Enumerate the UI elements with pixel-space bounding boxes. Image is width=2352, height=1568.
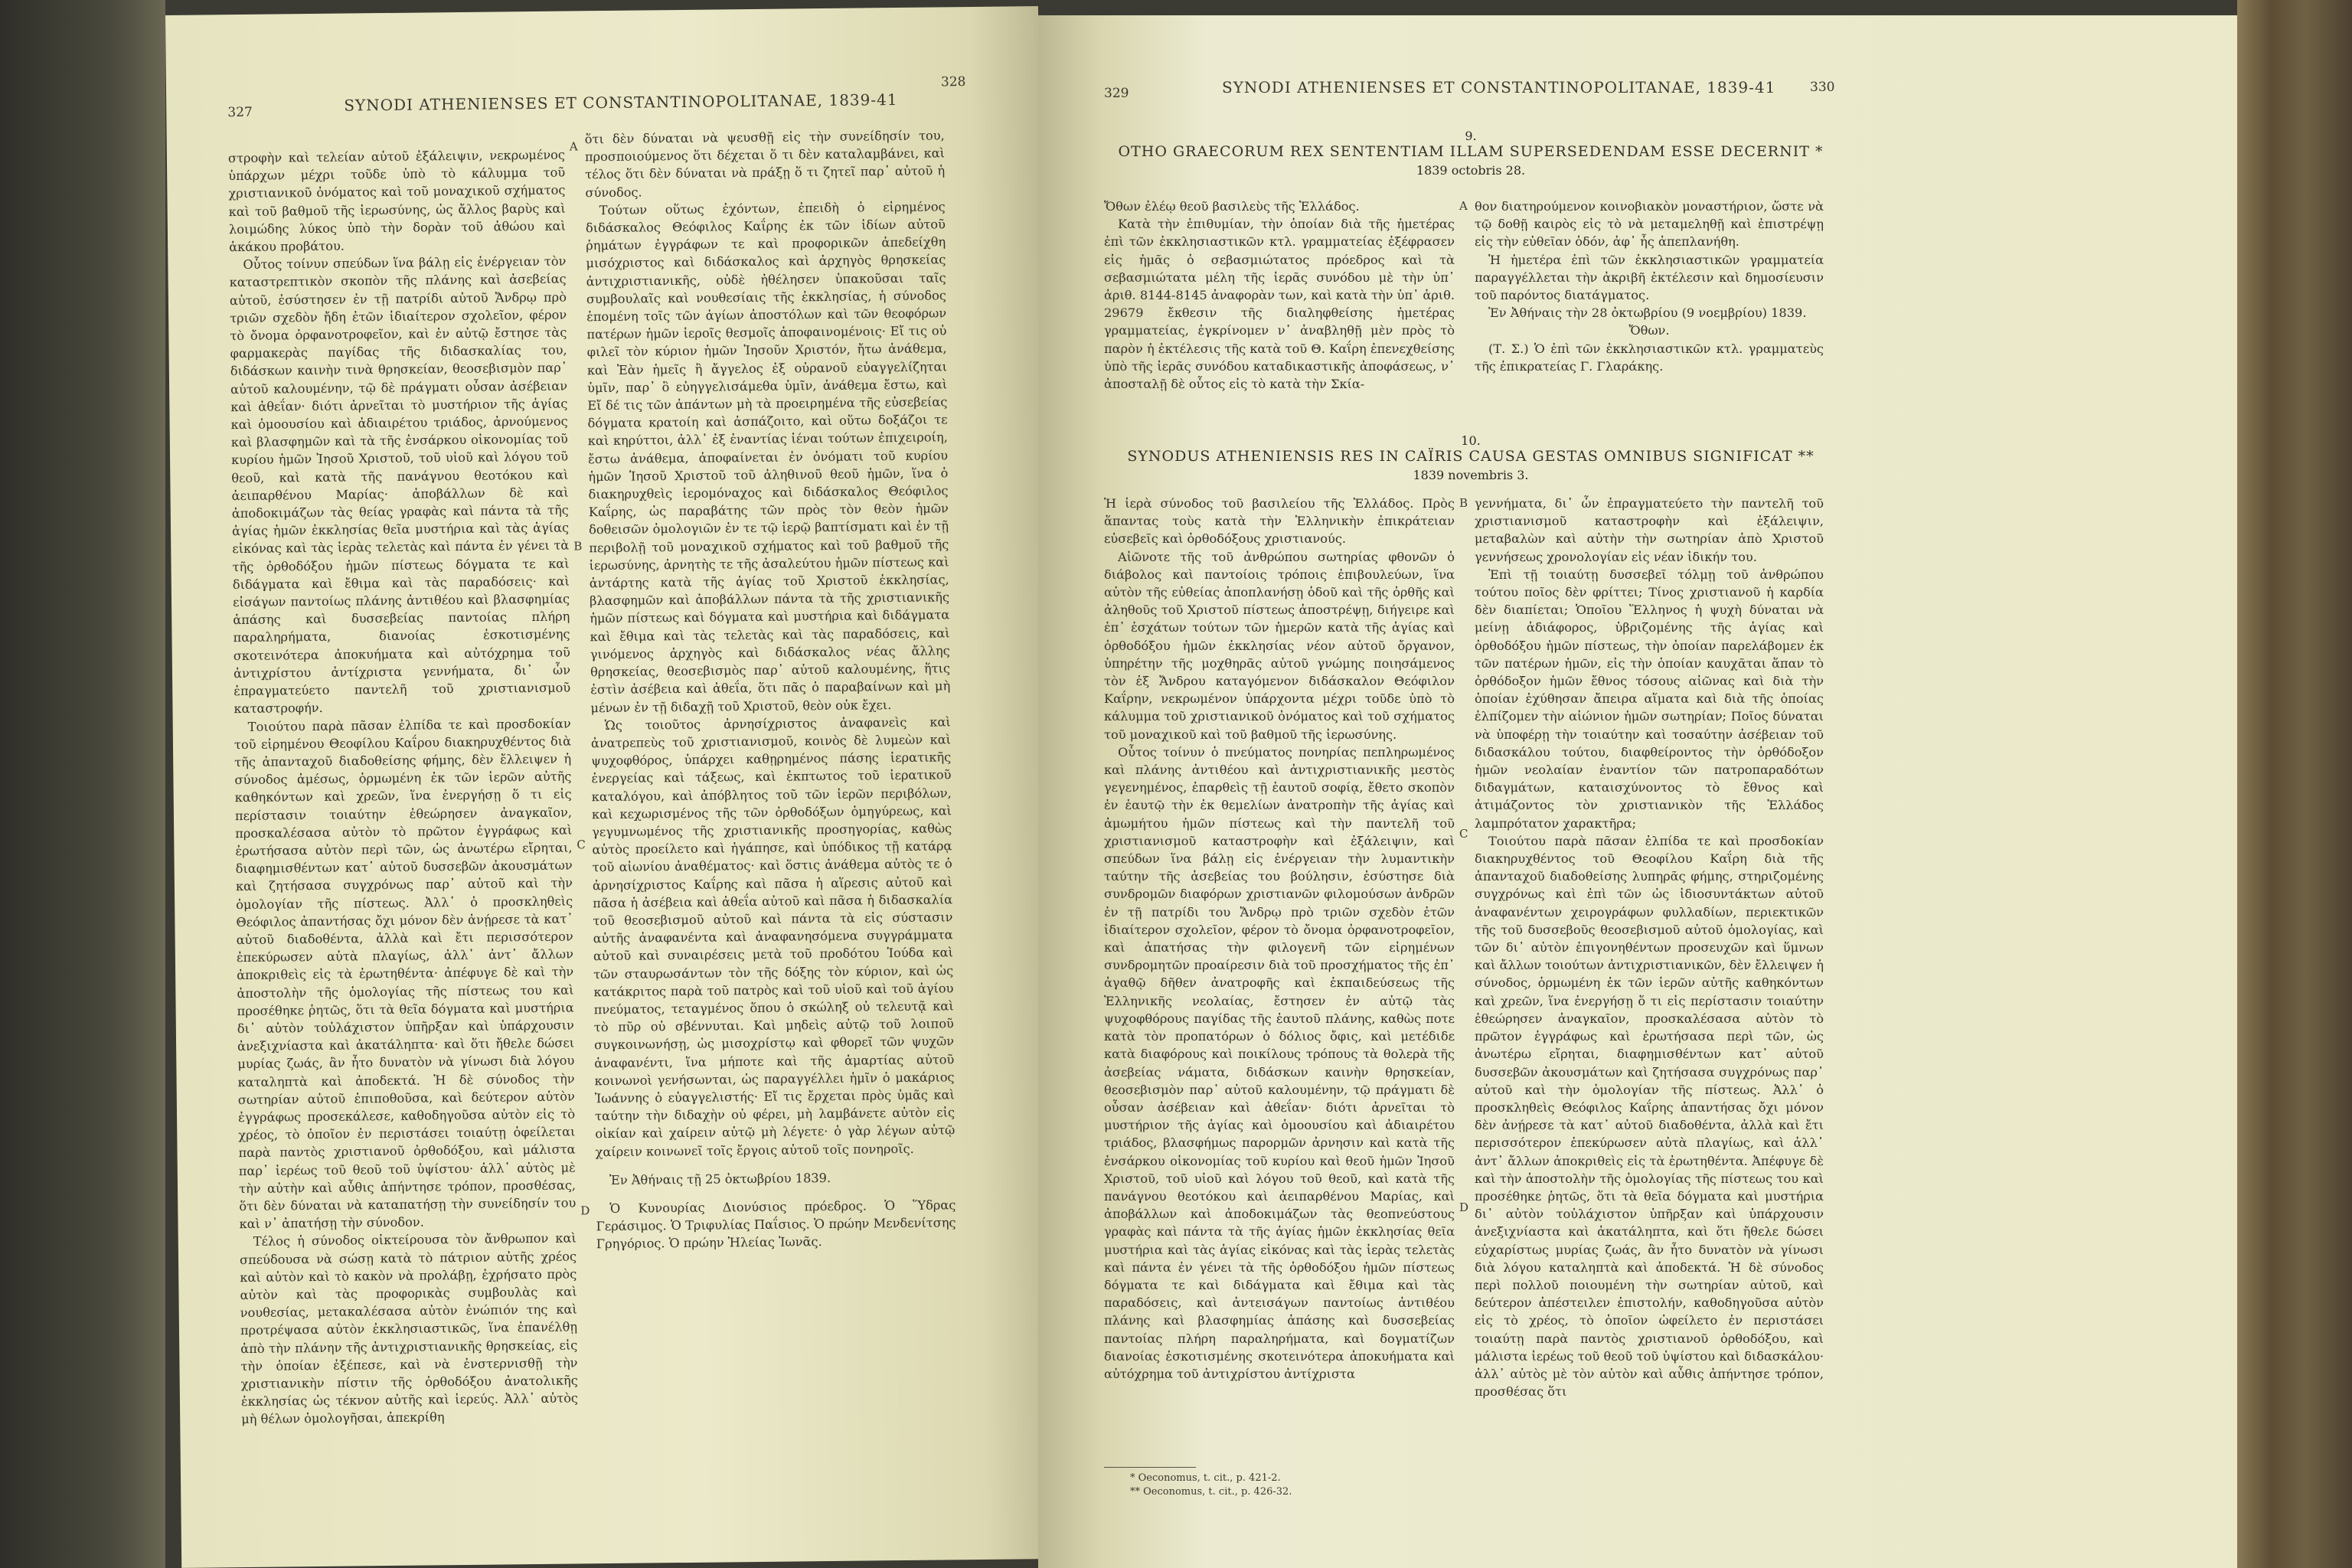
header-page-number: 329 xyxy=(1104,86,1129,101)
doc9-column-1 xyxy=(1104,198,1455,393)
running-header: SYNODI ATHENIENSES ET CONSTANTINOPOLITANAE, 1839-41 xyxy=(1222,78,1776,96)
paragraph: Ἡ ἡμετέρα ἐπὶ τῶν ἐκκλησιαστικῶν γραμματεία παραγγέλλεται τὴν ἀκριβῆ ἐκτέλεσιν καὶ δημοσίευσιν τοῦ παρόντος διατάγματος. xyxy=(1475,252,1824,303)
paragraph: Ὄθων ἐλέῳ θεοῦ βασιλεὺς τῆς Ἑλλάδος. xyxy=(1104,199,1360,214)
paragraph: Τοιούτου παρὰ πᾶσαν ἐλπίδα τε καὶ προσδοκίαν τοῦ εἰρημένου Θεοφίλου Καΐρου διακηρυχθέντος διὰ τῆς ἁπανταχοῦ διαδοθείσης φήμης, δὲν ἔλλειψεν ἡ σύνοδος ἀμέσως, ὁρμωμένη ἐκ τῶν ἱερῶν αὐτῆς καθηκόντων καὶ χρεῶν, ἵνα ἐνεργήσῃ ὅ τι εἰς περίστασιν τοιαύτην ἐθεώρησεν ἀναγκαῖον, προσκαλέσασα αὐτὸν τὸ πρῶτον ἐγγράφως καὶ ἐρωτήσασα αὐτὸν περὶ τῶν, ὡς ἀνωτέρω εἴρηται, διαφημισθέντων κατ᾽ αὐτοῦ δυσσεβῶν ἀκουσμάτων καὶ ζητήσασα συγχρόνως παρ᾽ αὐτοῦ καὶ τὴν ὁμολογίαν τῆς πίστεως. Ἀλλ᾽ ὁ προσκληθεὶς Θεόφιλος ἀπαντήσας ὄχι μόνον δὲν ἀνῄρεσε τὰ κατ᾽ αὐτοῦ διαδοθέντα, ἀλλὰ καὶ ἔτι περισσότερον ἐπεκύρωσεν αὐτὰ πλαγίως, ἀλλ᾽ ἀντ᾽ ἄλλων ἀποκριθεὶς εἰς τὰ ἐρωτηθέντα· ἀπέφυγε δὲ καὶ τὴν ἀποστολὴν τῆς ὁμολογίας τῆς πίστεως του καὶ προσέθηκε ῥητῶς, ὅτι τὰ θεῖα δόγματα καὶ μυστήρια δι᾽ αὐτὸν τοὐλάχιστον ὑπῆρξαν καὶ ὑπάρχουσιν ἀνεξιχνίαστα καὶ ἀκατάληπτα· καὶ ὅτι ἤθελε δώσει μυρίας ζωάς, ἂν ἦτο δυνατὸν νὰ γίνωσι διὰ λόγου καταληπτὰ καὶ ἀποδεκτά. Ἡ δὲ σύνοδος τὴν σωτηρίαν αὐτοῦ ἐπιποθοῦσα, καὶ δεύτερον αὐτὸν ἐγγράφως προσεκάλεσε, καθοδηγοῦσα αὐτὸν εἰς τὸ χρέος, τὸ ὁποῖον ἐν περιστάσει τοιαύτῃ ὀφείλεται παρὰ παντὸς χριστιανοῦ ὀρθοδόξου, καὶ μάλιστα παρ᾽ ἱερέως τοῦ θεοῦ τοῦ ὑψίστου· ἀλλ᾽ αὐτὸς μὲ τὴν αὐτὴν καὶ αὖθις ἀπήντησε τρόπον, προσθέσας, ὅτι δὲν δύναται νὰ καταπατήσῃ τὴν συνείδησίν του καὶ ν᾽ ἀπατήσῃ τὴν σύνοδον. xyxy=(234,716,577,1232)
paragraph: Τέλος ἡ σύνοδος οἰκτείρουσα τὸν ἄνθρωπον καὶ σπεύδουσα νὰ σώσῃ κατὰ τὸ πάτριον αὐτῆς χρέος καὶ αὐτὸν καὶ τὸ κακὸν νὰ προλάβῃ, ἐχρήσατο πρὸς αὐτὸν καὶ τὰς προφορικὰς συμβουλὰς καὶ νουθεσίας, μετακαλέσασα αὐτὸν ἐνώπιόν της καὶ προτρέψασα αὐτὸν ἐκκλησιαστικῶς, ἵνα ἐπανέλθῃ ἀπὸ τὴν πλάνην τῆς ἀντιχριστιανικῆς θρησκείας, εἰς τὴν ὁποίαν ἐξέπεσε, καὶ νὰ ἐνστερνισθῇ τὴν χριστιανικὴν πίστιν τῆς ὀρθοδόξου ἀνατολικῆς ἐκκλησίας ὡς τέκνον αὐτῆς καὶ ἱερεύς. Ἀλλ᾽ αὐτὸς μὴ θέλων ὁμολογῆσαι, ἀπεκρίθη xyxy=(239,1230,579,1427)
paragraph: θον διατηρούμενον κοινοβιακὸν μοναστήριον, ὥστε νὰ τῷ δοθῇ καιρὸς εἰς τὸ νὰ μεταμεληθῇ καὶ ἐπιστρέψῃ εἰς τὴν εὐθεῖαν ὁδόν, ἀφ᾽ ἧς ἀπεπλανήθη. xyxy=(1475,199,1824,250)
margin-letter: A xyxy=(569,139,578,154)
date-line: Ἐν Ἀθήναις τῇ 25 ὀκτωβρίου 1839. xyxy=(609,1170,831,1187)
document-10-heading xyxy=(1107,433,1834,482)
paragraph: Τοιούτου παρὰ πᾶσαν ἐλπίδα τε καὶ προσδοκίαν διακηρυχθέντος τοῦ Θεοφίλου Καΐρη διὰ τῆς ἁπανταχοῦ διαδοθείσης λυπηρᾶς φήμης, στηριζομένης συγχρόνως καὶ ἐπὶ τῶν ὡς ἰδιοσυντάκτων αὐτοῦ ἀναφανέντων χειρογράφων φυλλαδίων, περιεκτικῶν τῆς τοῦ δυσσεβοῦς θεοσεβισμοῦ αὐτοῦ ὁμολογίας, καὶ τῶν δι᾽ αὐτὸν ἐπιγονηθέντων προσευχῶν καὶ ὕμνων καὶ ἄλλων τοιούτων ἀντιχριστιανικῶν, δὲν ἔλλειψεν ἡ σύνοδος, ὁρμωμένη ἐκ τῶν ἱερῶν αὐτῆς καθηκόντων καὶ χρεῶν, ἵνα ἐνεργήσῃ ὅ τι εἰς περίστασιν τοιαύτην ἐθεώρησεν ἀναγκαῖον, προσκαλέσασα αὐτὸν τὸ πρῶτον ἐγγράφως καὶ ἐρωτήσασα περὶ τῶν, ὡς ἀνωτέρω εἴρηται, διαφημισθέντων κατ᾽ αὐτοῦ δυσσεβῶν ἀκουσμάτων καὶ ζητήσασα συγχρόνως παρ᾽ αὐτοῦ καὶ τὴν ὁμολογίαν τῆς πίστεως. Ἀλλ᾽ ὁ προσκληθεὶς Θεόφιλος Καΐρης ἀπαντήσας ὄχι μόνον δὲν ἀνῄρεσε τὰ κατ᾽ αὐτοῦ διαδοθέντα, ἀλλὰ καὶ ἔτι περισσότερον ἐπεκύρωσεν αὐτὰ πλαγίως, καὶ ἀλλ᾽ ἀντ᾽ ἄλλων ἀποκριθεὶς εἰς τὰ ἐρωτηθέντα. Ἀπέφυγε δὲ καὶ τὴν ἀποστολὴν τῆς ὁμολογίας τῆς πίστεως του καὶ προσέθηκε ῥητῶς, ὅτι τὰ θεῖα δόγματα καὶ μυστήρια δι᾽ αὐτὸν τοὐλάχιστον ὑπῆρξαν καὶ ὑπάρχουσιν ἀνεξιχνίαστα καὶ ἀκατάληπτα, καὶ ὅτι ἤθελε δώσει εὐχαρίστως μυρίας ζωάς, ἂν ἦτο δυνατὸν νὰ γίνωσι διὰ λόγου καταληπτὰ καὶ ἀποδεκτά. Ἡ δὲ σύνοδος περὶ πολλοῦ ποιουμένη τὴν σωτηρίαν αὐτοῦ, καὶ δεύτερον ἀπέστειλεν ἐπιστολήν, καθοδηγοῦσα αὐτὸν εἰς τὸ χρέος, τὸ ὁποῖον ὠφείλετο ἐν περιστάσει τοιαύτῃ παρὰ παντὸς χριστιανοῦ ὀρθοδόξου, καὶ μάλιστα ἱερέως τοῦ θεοῦ τοῦ ὑψίστου καὶ διδασκάλου· ἀλλ᾽ αὐτὸς μὲ τὸν αὐτὸν καὶ αὖθις ἀπήντησε τρόπον, προσθέσας ὅτι xyxy=(1475,833,1824,1400)
document-title: SYNODUS ATHENIENSIS RES IN CAÏRIS CAUSA GESTAS OMNIBUS SIGNIFICAT ** xyxy=(1127,448,1815,465)
paragraph: ὅτι δὲν δύναται νὰ ψευσθῇ εἰς τὴν συνείδησίν του, προσποιούμενος ὅτι δέχεται ὅ τι δὲν καταλαμβάνει, καὶ τέλος ὅτι δὲν δύναται νὰ πράξῃ ὅ τι ζητεῖ παρ᾽ αὐτοῦ ἡ σύνοδος. xyxy=(584,128,946,200)
doc9-column-2 xyxy=(1475,198,1824,375)
doc10-column-2 xyxy=(1475,495,1824,1400)
left-page xyxy=(165,6,1054,1568)
right-book-edge xyxy=(2237,0,2352,1568)
document-date: 1839 octobris 28. xyxy=(1416,163,1526,178)
header-page-number: 328 xyxy=(940,74,966,90)
date-line: Ἐν Ἀθήναις τὴν 28 ὀκτωβρίου (9 νοεμβρίου) 1839. xyxy=(1488,305,1807,321)
footnotes xyxy=(1130,1472,1292,1499)
footnote-rule xyxy=(1104,1467,1196,1468)
page-number: 330 xyxy=(1810,80,1835,95)
paragraph: Οὗτος τοίνυν ὁ πνεύματος πονηρίας πεπληρωμένος καὶ πλάνης ἀντιθέου καὶ ἀντιχριστιανικῆς μεστὸς γεγενημένος, ἐπαρθεὶς τῇ ἑαυτοῦ σοφίᾳ, ἔθετο σκοπὸν ἐν ἑαυτῷ τὴν ἐκ θεμελίων ἀνατροπὴν τῆς ἁγίας καὶ ἀμωμήτου ἡμῶν πίστεως καὶ τὴν παντελῆ τοῦ χριστιανισμοῦ καταστροφὴν καὶ ἐξάλειψιν, καὶ σπεύδων ἵνα βάλῃ εἰς ἐνέργειαν τὴν λυμαντικὴν ταύτην τῆς ἀσεβείας του βούλησιν, ἐσύστησε διὰ συνδρομῶν διαφόρων χριστιανῶν φιλομούσων ἀνδρῶν ἐν τῇ πατρίδι του Ἄνδρῳ πρὸ τριῶν σχεδὸν ἐτῶν ἰδιαίτερον σχολεῖον, φέρον τὸ ὄνομα ὀρφανοτροφεῖον, καὶ ἀπατήσας τὴν φιλογενῆ τῶν εἰρημένων συνδρομητῶν προαίρεσιν διὰ τοῦ προσχήματος τῆς ἐπ᾽ ἀγαθῷ δῆθεν ἀνατροφῆς καὶ ἐκπαιδεύσεως τῆς Ἑλληνικῆς νεολαίας, ἔστησεν ἐν αὐτῷ τὰς ψυχοφθόρους παγίδας τῆς ἑαυτοῦ πλάνης, καθὼς ποτε κατὰ τὸν προπατόρων ὁ δόλιος ὄφις, καὶ μετέδιδε κατὰ διαφόρους καὶ ποικίλους τρόπους τὰ θολερὰ τῆς ἀσεβείας νάματα, διδάσκων καινὴν θρησκείαν, θεοσεβισμὸν παρ᾽ αὐτοῦ καλουμένην, τῷ πράγματι δὲ οὖσαν ἀσέβειαν καὶ ἀθεΐαν· διότι ἀρνεῖται τὸ μυστήριον τῆς ἁγίας καὶ ὁμοουσίου καὶ ἀδιαιρέτου τριάδος, βλασφήμως παρορμῶν ἀρνησιν καὶ κατὰ τῆς ἐνσάρκου οἰκονομίας τοῦ κυρίου καὶ θεοῦ ἡμῶν Ἰησοῦ Χριστοῦ, τοῦ υἱοῦ καὶ λόγου τοῦ θεοῦ, καὶ κατὰ τῆς πανάγνου θεοτόκου καὶ ἀειπαρθένου Μαρίας, καὶ ἀποβάλλων καὶ ἀποδοκιμάζων τὰς θεοπνεύστους γραφὰς καὶ πάντα τὰ τῆς ἁγίας ἡμῶν ἐκκλησίας θεῖα μυστήρια καὶ τὰς ἁγίας εἰκόνας καὶ τὰς ἱερὰς τελετὰς καὶ πάντα ἐν γένει τὰ τῆς ὀρθοδόξου ἡμῶν πίστεως δόγματα τε καὶ διδάγματα καὶ ἔθιμα καὶ τὰς παραδόσεις, καὶ ἀντεισάγων παντοίως ἀντιθέου πλάνης καὶ βλασφημίας ἁπάσης καὶ δυσσεβείας παντοίας πλήρη παραληρήματα, καὶ δογματίζων διανοίας ἐσκοτισμένης σκοτεινότερα ἀποκυήματα καὶ αὐτόχρημα τοῦ ἀντιχρίστου ἀντίχριστα xyxy=(1104,744,1455,1381)
margin-letter: D xyxy=(580,1204,590,1218)
paragraph: Ἡ ἱερὰ σύνοδος τοῦ βασιλείου τῆς Ἑλλάδος. Πρὸς ἅπαντας τοὺς κατὰ τὴν Ἑλληνικὴν ἐπικράτειαν εὐσεβεῖς καὶ ὀρθοδόξους χριστιανούς. xyxy=(1104,496,1455,547)
document-date: 1839 novembris 3. xyxy=(1413,468,1529,482)
document-number: 9. xyxy=(1465,129,1477,143)
doc10-column-1 xyxy=(1104,495,1455,1383)
margin-letter: A xyxy=(1459,199,1468,213)
paragraph: Κατὰ τὴν ἐπιθυμίαν, τὴν ὁποίαν διὰ τῆς ἡμετέρας ἐπὶ τῶν ἐκκλησιαστικῶν κτλ. γραμματείας ἐξέφρασεν εἰς ἡμᾶς ὁ σεβασμιώτατος πρόεδρος καὶ τὰ σεβασμιώτατα μέλη τῆς ἱερᾶς συνόδου μὲ τὴν ὑπ᾽ ἀριθ. 8144-8145 ἀναφορὰν των, καὶ κατὰ τὴν ὑπ᾽ ἀριθ. 29679 ἔκθεσιν τῆς διαληφθείσης ἡμετέρας γραμματείας, ἐγκρίνομεν ν᾽ ἀναβληθῇ μὲν πρὸς τὸ παρὸν ἡ ἐκτέλεσις τῆς κατὰ τοῦ Θ. Καΐρη ἐπενεχθείσης ὑπὸ τῆς ἱερᾶς συνόδου καταδικαστικῆς ἀποφάσεως, ν᾽ ἀποσταλῇ δὲ οὗτος εἰς τὸ κατὰ τὴν Σκία- xyxy=(1104,217,1455,392)
footnote: * Oeconomus, t. cit., p. 421-2. xyxy=(1130,1472,1281,1484)
footnote: ** Oeconomus, t. cit., p. 426-32. xyxy=(1130,1486,1292,1498)
left-column-1 xyxy=(228,146,578,1429)
signature: Ὄθων. xyxy=(1628,323,1670,338)
paragraph: γεννήματα, δι᾽ ὧν ἐπραγματεύετο τὴν παντελῆ τοῦ χριστιανισμοῦ καταστροφὴν καὶ ἐξάλειψιν, μεταβαλὼν καὶ αὐτὴν τὴν σωτηρίαν ἀπὸ Χριστοῦ γεννήσεως χρονολογίαν εἰς νέαν ἰδικήν του. xyxy=(1475,496,1824,564)
paragraph: Αἰῶνοτε τῆς τοῦ ἀνθρώπου σωτηρίας φθονῶν ὁ διάβολος καὶ παντοίοις τρόποις ἐπιβουλεύων, ἵνα αὐτὸν τῆς εὐθείας ἀποπλανήσῃ ὁδοῦ καὶ τῆς ὀρθῆς καὶ ἀληθοῦς τοῦ Χριστοῦ πίστεως ἀποστρέψῃ, διήγειρε καὶ ἐπ᾽ ἐσχάτων τούτων τῶν ἡμερῶν κατὰ τῆς ἁγίας καὶ ὀρθοδόξου ἡμῶν ἐκκλησίας νέον αὐτοῦ ὄργανον, ὑπηρέτην τῆς μοχθηρᾶς αὐτοῦ γνώμης ποιησάμενος τὸν ἐξ Ἄνδρου καταγόμενον διδάσκαλον Θεόφιλον Καΐρην, νεκρωμένον ὑπάρχοντα μέχρι τοῦδε ὑπὸ τὸ κάλυμμα τοῦ χριστιανικοῦ ὀνόματος καὶ τοῦ σχήματος τοῦ μοναχικοῦ καὶ τοῦ βαθμοῦ τῆς ἱερωσύνης. xyxy=(1104,549,1455,742)
margin-letter: B xyxy=(573,539,583,554)
margin-letter: C xyxy=(1459,827,1468,841)
paragraph: Οὗτος τοίνυν σπεύδων ἵνα βάλῃ εἰς ἐνέργειαν τὸν καταστρεπτικὸν σκοπὸν τῆς πλάνης καὶ ἀσεβείας αὐτοῦ, ἐσύστησεν ἐν τῇ πατρίδι αὐτοῦ Ἄνδρῳ πρὸ τριῶν σχεδὸν ἤδη ἐτῶν ἰδιαίτερον σχολεῖον, φέρον τὸ ὄνομα ὀρφανοτροφεῖον, καὶ ἐν αὐτῷ ἔστησε τὰς φαρμακερὰς παγίδας τῆς διδασκαλίας του, διδάσκων καινὴν τινὰ θρησκείαν, θεοσεβισμὸν παρ᾽ αὐτοῦ καλουμένην, τῷ δὲ πράγματι οὖσαν ἀσέβειαν καὶ ἀθεΐαν· διότι ἀρνεῖται τὸ μυστήριον τῆς ἁγίας καὶ ὁμοουσίου καὶ ἀδιαιρέτου τριάδος, ἀρνούμενος καὶ βλασφημῶν καὶ τὰ τῆς ἐνσάρκου οἰκονομίας τοῦ κυρίου ἡμῶν Ἰησοῦ Χριστοῦ, τοῦ υἱοῦ καὶ λόγου τοῦ θεοῦ, καὶ κατὰ τῆς πανάγνου θεοτόκου καὶ ἀειπαρθένου Μαρίας· ἀποβάλλων δὲ καὶ ἀποδοκιμάζων τὰς θείας γραφὰς καὶ πάντα τὰ τῆς ἁγίας ἡμῶν ἐκκλησίας θεῖα μυστήρια καὶ τὰς ἁγίας εἰκόνας καὶ τὰς ἱερὰς τελετὰς καὶ πάντα ἐν γένει τὰ τῆς ὀρθοδόξου ἡμῶν πίστεως δόγματα τε καὶ διδάγματα καὶ ἔθιμα καὶ τὰς παραδόσεις· καὶ εἰσάγων παντοίως πλάνης ἀντιθέου καὶ βλασφημίας ἁπάσης καὶ δυσσεβείας παντοίας πλήρη παραληρήματα, διανοίας ἐσκοτισμένης σκοτεινότερα ἀποκυήματα καὶ αὐτόχρημα τοῦ ἀντιχρίστου ἀντίχριστα γεννήματα, δι᾽ ὧν ἐπραγματεύετο παντελῆ τοῦ χριστιανισμοῦ καταστροφήν. xyxy=(229,253,571,717)
margin-letter: C xyxy=(577,838,586,852)
document-9-heading xyxy=(1107,129,1834,178)
paragraph: Ὡς τοιοῦτος ἀρνησίχριστος ἀναφανεὶς καὶ ἀνατρεπεὺς τοῦ χριστιανισμοῦ, κοινὸς δὲ λυμεὼν καὶ ψυχοφθόρος, ὑπάρχει καθῃρημένος πάσης ἱερατικῆς ἐνεργείας καὶ τάξεως, καὶ ἐκπτωτος τοῦ ἱερατικοῦ καταλόγου, καὶ ἀπόβλητος τοῦ τῶν ἱερῶν περιβόλων, καὶ κεχωρισμένος τῆς τῶν ὀρθοδόξων ὁμηγύρεως, καὶ γεγυμνωμένος τῆς χριστιανικῆς προσηγορίας, καθὼς αὐτὸς προείλετο καὶ ἠγάπησε, καὶ ὑπόδικος τῇ κατάρᾳ τοῦ αἰωνίου ἀναθέματος· καὶ ὅστις ἀνάθεμα αὐτὸς τε ὁ ἀρνησίχριστος Καΐρης καὶ πᾶσα ἡ αἵρεσις αὐτοῦ καὶ πᾶσα ἡ ἀσέβεια καὶ ἀθεΐα αὐτοῦ καὶ πᾶσα ἡ διδασκαλία τοῦ θεοσεβισμοῦ αὐτοῦ καὶ πάντα τὰ εἰς σύστασιν αὐτῆς ἀναφανέντα καὶ ἀναφανησόμενα συγγράμματα αὐτοῦ καὶ συναιρέσεις μετὰ τοῦ προδότου Ἰούδα καὶ τῶν σταυρωσάντων τὸν τῆς δόξης τὸν κύριον, καὶ ὡς κατάκριτος παρὰ τοῦ πατρὸς καὶ τοῦ υἱοῦ καὶ τοῦ ἁγίου πνεύματος, τεταγμένος ὅπου ὁ σκώληξ οὐ τελευτᾷ καὶ τὸ πῦρ οὐ σβέννυται. Καὶ μηδεὶς αὐτῷ τοῦ λοιποῦ συγκοινωνήσῃ, ὡς μισοχρίστῳ καὶ φθορεῖ τῶν ψυχῶν ἀναφανέντι, ἵνα μήποτε καὶ τῆς ἁμαρτίας αὐτοῦ κοινωνοὶ γενήσωνται, ὡς παραγγέλλει ἡμῖν ὁ μακάριος Ἰωάννης ὁ εὐαγγελιστής· Εἴ τις ἔρχεται πρὸς ὑμᾶς καὶ ταύτην τὴν διδαχὴν οὐ φέρει, μὴ λαμβάνετε αὐτὸν εἰς οἰκίαν καὶ χαίρειν αὐτῷ μὴ λέγετε· ὁ γὰρ λέγων αὐτῷ χαίρειν κοινωνεῖ τοῖς ἔργοις αὐτοῦ τοῖς πονηροῖς. xyxy=(590,714,956,1159)
document-number: 10. xyxy=(1461,433,1481,448)
right-page xyxy=(1038,15,2237,1568)
left-column-2 xyxy=(585,126,956,1253)
signatures: Ὁ Κυνουρίας Διονύσιος πρόεδρος. Ὁ Ὕδρας Γεράσιμος. Ὁ Τριφυλίας Παΐσιος. Ὁ πρώην Μενδενίτσης Γρηγόριος. Ὁ πρώην Ἠλείας Ἰωνᾶς. xyxy=(596,1197,956,1252)
paragraph: Ἐπὶ τῇ τοιαύτῃ δυσσεβεῖ τόλμῃ τοῦ ἀνθρώπου τούτου ποῖος δὲν φρίττει; Τίνος χριστιανοῦ ἡ καρδία δὲν διαπίεται; Ὁποῖου Ἕλληνος ἡ ψυχὴ δύναται νὰ μείνῃ ἀδιάφορος, ὑβριζομένης τῆς ἁγίας καὶ ὀρθοδόξου ἡμῶν πίστεως, τὴν ὁποίαν παρελάβομεν ἐκ τῶν πατέρων ἡμῶν, εἰς τὴν ὁποίαν καυχᾶται ἅπαν τὸ ὀρθόδοξον ἡμῶν ἔθνος τόσους αἰῶνας καὶ διὰ τὴν ὁποίαν ἐχύθησαν ἄπειρα αἵματα καὶ διὰ τῆς ὁποίας ἐλπίζομεν τὴν αἰώνιον ἡμῶν σωτηρίαν; Ποῖος δύναται νὰ ὑποφέρῃ τὴν τοιαύτην καὶ τοσαύτην ἀσέβειαν τοῦ διδασκάλου τούτου, διαφθείροντος τὴν ὀρθόδοξον ἡμῶν νεολαίαν ἐναντίον τῶν πατροπαραδότων διδαγμάτων, καταισχύνοντος τὸ ἔθνος καὶ ἀτιμάζοντος τὸν χριστιανικὸν τῆς Ἑλλάδος λαμπρότατον χαρακτῆρα; xyxy=(1475,567,1824,831)
left-book-edge xyxy=(0,0,165,1568)
paragraph: στροφὴν καὶ τελείαν αὐτοῦ ἐξάλειψιν, νεκρωμένος ὑπάρχων μέχρι τοῦδε ὑπὸ τὸ κάλυμμα τοῦ χριστιανικοῦ ὀνόματος καὶ τοῦ μοναχικοῦ σχήματος καὶ τοῦ βαθμοῦ τῆς ἱερωσύνης, ὡς ἄλλος βαρὺς καὶ λοιμώδης λύκος ὑπὸ τὴν δορὰν τοῦ ἀθώου καὶ ἀκάκου προβάτου. xyxy=(227,147,567,255)
margin-letter: D xyxy=(1459,1200,1469,1214)
page-number: 327 xyxy=(227,104,253,121)
document-title: OTHO GRAECORUM REX SENTENTIAM ILLAM SUPERSEDENDAM ESSE DECERNIT * xyxy=(1118,143,1824,160)
running-header: SYNODI ATHENIENSES ET CONSTANTINOPOLITANAE, 1839-41 xyxy=(344,90,898,115)
margin-letter: B xyxy=(1459,496,1468,510)
paragraph: (Τ. Σ.) Ὁ ἐπὶ τῶν ἐκκλησιαστικῶν κτλ. γραμματεὺς τῆς ἐπικρατείας Γ. Γλαράκης. xyxy=(1475,341,1824,374)
paragraph: Τούτων οὕτως ἐχόντων, ἐπειδὴ ὁ εἰρημένος διδάσκαλος Θεόφιλος Καΐρης ἐκ τῶν ἰδίων αὐτοῦ ῥημάτων ἐγγράφων τε καὶ προφορικῶν ἀπεδείχθη μισόχριστος καὶ διδάσκαλος καὶ ἀρχηγὸς θρησκείας ἀντιχριστιανικῆς, οὐδὲ ἠθέλησεν ὑπακοῦσαι ταῖς συμβουλαῖς καὶ νουθεσίαις τῆς ἐκκλησίας, ἡ σύνοδος ἑπομένη τοῖς τῶν ἁγίων ἀποστόλων καὶ τῶν θεοφόρων πατέρων ἡμῶν ἱεροῖς θεσμοῖς ἀποφαινομένοις· Εἴ τις οὐ φιλεῖ τὸν κύριον ἡμῶν Ἰησοῦν Χριστόν, ἤτω ἀνάθεμα, καὶ Ἐὰν ἡμεῖς ἢ ἄγγελος ἐξ οὐρανοῦ εὐαγγελίζηται ὑμῖν, παρ᾽ ὃ εὐηγγελισάμεθα ὑμῖν, ἀνάθεμα ἔστω, καὶ Εἴ δέ τις τῶν ἁπάντων μὴ τὰ προειρημένα τῆς εὐσεβείας δόγματα κρατοίη καὶ ἀσπάζοιτο, καὶ οὕτω δοξάζοι τε καὶ κηρύττοι, ἀλλ᾽ ἐξ ἐναντίας ἰέναι τούτων ἐπιχειροίη, ἔστω ἀνάθεμα, ἀποφαίνεται ἐν ὀνόματι τοῦ κυρίου ἡμῶν Ἰησοῦ Χριστοῦ τοῦ ἀληθινοῦ θεοῦ ἡμῶν, ἵνα ὁ διακηρυχθεὶς ἱερομόναχος καὶ διδάσκαλος Θεόφιλος Καΐρης, ὡς παραβάτης τῶν πρὸς τὸν θεὸν ἡμῶν δοθεισῶν ὁμολογιῶν ἐν τε τῷ ἱερῷ βαπτίσματι καὶ ἐν τῇ περιβολῇ τοῦ μοναχικοῦ σχήματος καὶ τοῦ βαθμοῦ τῆς ἱερωσύνης, ἀρνητὴς τε τῆς ἀσαλεύτου ἡμῶν πίστεως καὶ ἀντάρτης κατὰ τῆς ἁγίας τοῦ Χριστοῦ ἐκκλησίας, βλασφημῶν καὶ ἀποβάλλων πάντα τὰ τῆς χριστιανικῆς ἡμῶν πίστεως καὶ δόγματα καὶ μυστήρια καὶ διδάγματα καὶ ἔθιμα καὶ τὰς τελετὰς καὶ τὰς παραδόσεις, καὶ γινόμενος ἀρχηγὸς καὶ διδάσκαλος νέας ἄλλης θρησκείας, θεοσεβισμὸς παρ᾽ αὐτοῦ καλουμένης, ἥτις ἐστὶν ἀσέβεια καὶ ἀθεΐα, ὅτι πᾶς ὁ παραβαίνων καὶ μὴ μένων ἐν τῇ διδαχῇ τοῦ Χριστοῦ, θεὸν οὐκ ἔχει. xyxy=(585,199,951,715)
